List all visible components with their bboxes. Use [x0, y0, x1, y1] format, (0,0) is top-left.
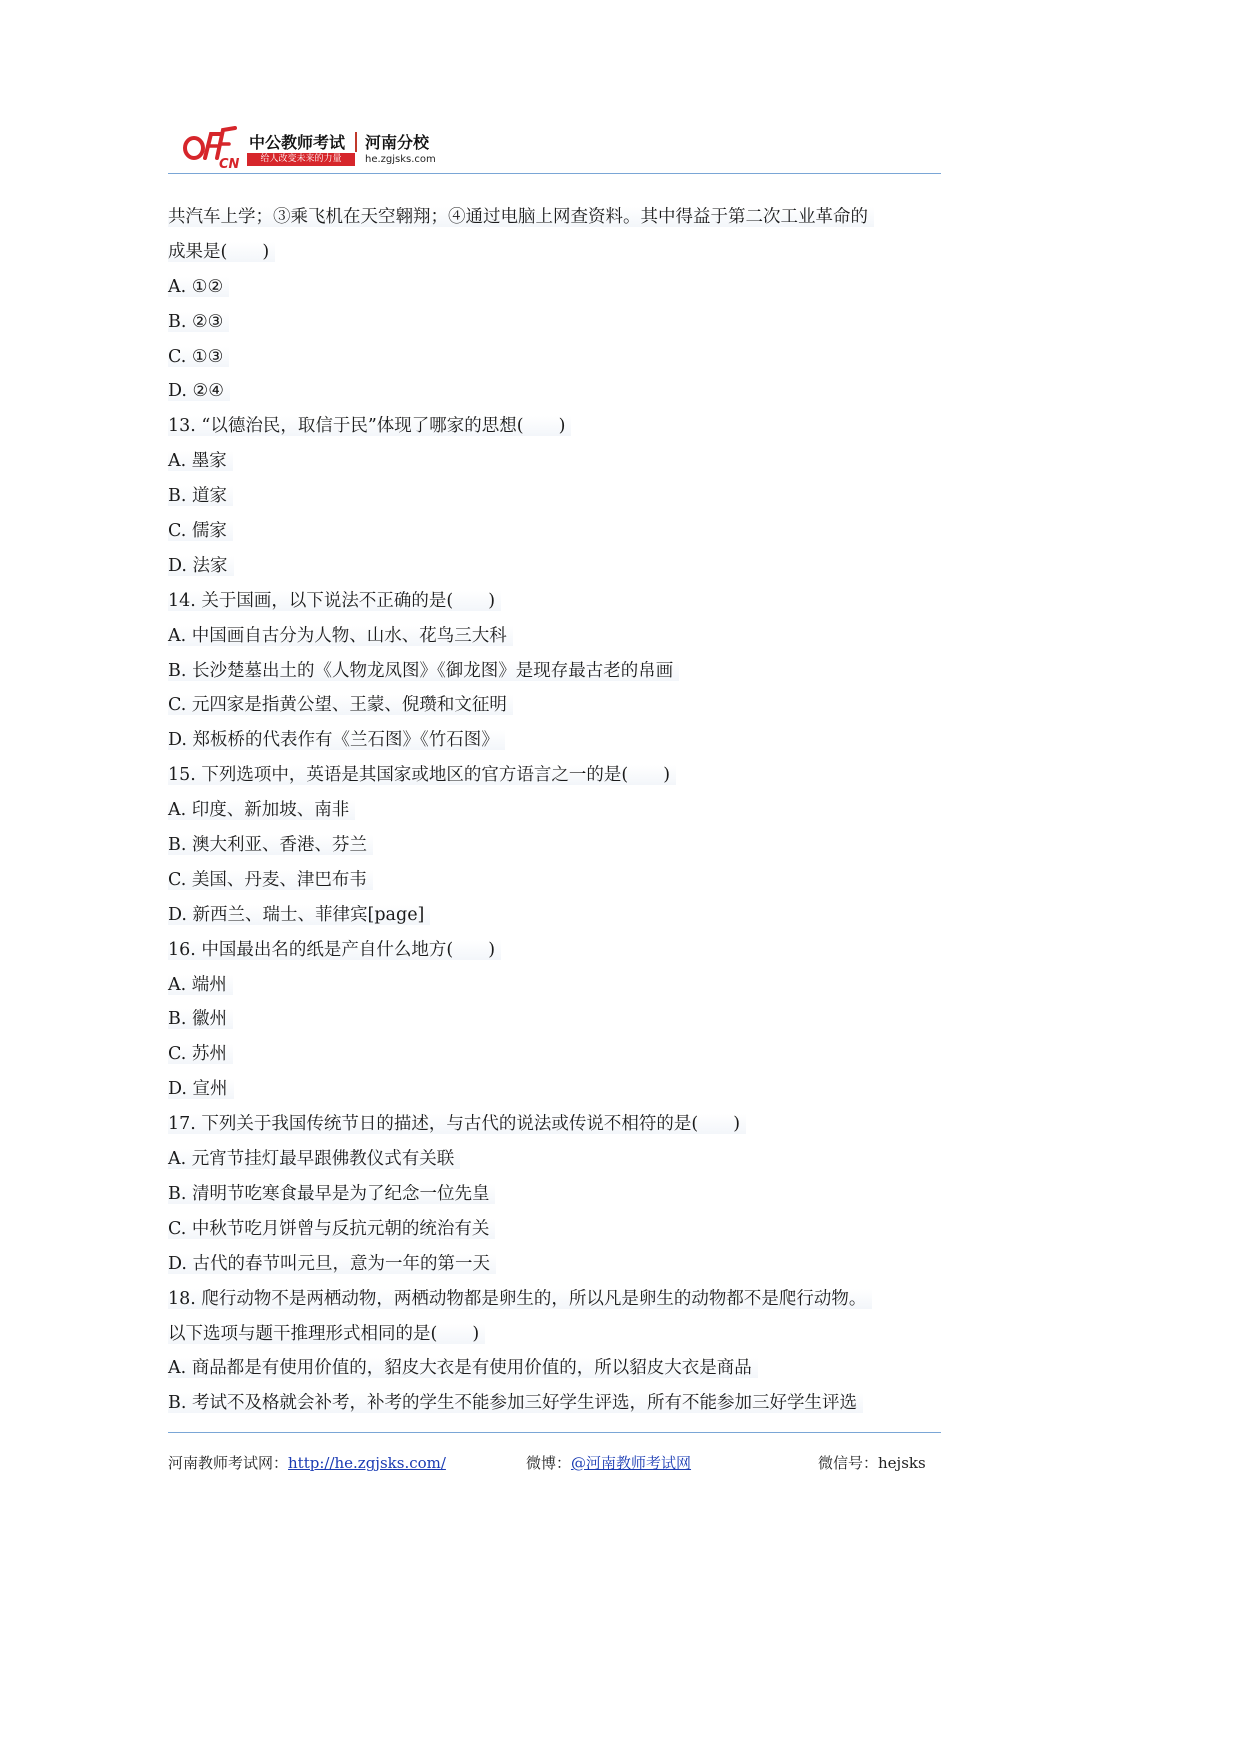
footer-wechat-label: 微信号： [818, 1454, 879, 1472]
content-line-text: 13. “以德治民，取信于民”体现了哪家的思想( ) [168, 416, 571, 436]
content-line [168, 270, 948, 305]
content-line [168, 654, 948, 689]
content-line-text: B. 澳大利亚、香港、芬兰 [168, 835, 373, 855]
page-header [181, 120, 941, 174]
content-line-text: D. 法家 [168, 556, 234, 576]
content-line-text: 16. 中国最出名的纸是产自什么地方( ) [168, 940, 501, 960]
content-line [168, 584, 948, 619]
content-line [168, 688, 948, 723]
footer-site [168, 1452, 446, 1473]
content-line [168, 549, 948, 584]
content-line [168, 340, 948, 375]
content-line [168, 1351, 948, 1386]
offcn-logo [181, 122, 461, 170]
content-line [168, 863, 948, 898]
content-line-text: D. 古代的春节叫元旦，意为一年的第一天 [168, 1254, 496, 1274]
brand-domain: he.zgjsks.com [365, 154, 436, 165]
content-line-text: D. ②④ [168, 381, 230, 401]
content-line-text: C. 中秋节吃月饼曾与反抗元朝的统治有关 [168, 1219, 495, 1239]
content-line [168, 933, 948, 968]
content-line-text: 共汽车上学；③乘飞机在天空翱翔；④通过电脑上网查资料。其中得益于第二次工业革命的 [168, 207, 874, 227]
content-line-text: A. 元宵节挂灯最早跟佛教仪式有关联 [168, 1149, 460, 1169]
content-line [168, 1037, 948, 1072]
content-line [168, 409, 948, 444]
content-line-text: C. 苏州 [168, 1044, 233, 1064]
content-line-text: B. 长沙楚墓出土的《人物龙凤图》《御龙图》是现存最古老的帛画 [168, 661, 679, 681]
content-line [168, 1212, 948, 1247]
content-line-text: A. 商品都是有使用价值的，貂皮大衣是有使用价值的，所以貂皮大衣是商品 [168, 1358, 758, 1378]
question-content [168, 200, 948, 1421]
content-line-text: D. 新西兰、瑞士、菲律宾[page] [168, 905, 430, 925]
content-line-text: C. 元四家是指黄公望、王蒙、倪瓒和文征明 [168, 695, 513, 715]
content-line [168, 479, 948, 514]
footer-rule [168, 1432, 941, 1433]
content-line-text: A. 墨家 [168, 451, 233, 471]
content-line-text: 17. 下列关于我国传统节日的描述，与古代的说法或传说不相符的是( ) [168, 1114, 746, 1134]
content-line-text: 以下选项与题干推理形式相同的是( ) [168, 1324, 485, 1344]
content-line [168, 1247, 948, 1282]
content-line [168, 200, 948, 235]
content-line-text: 18. 爬行动物不是两栖动物，两栖动物都是卵生的，所以凡是卵生的动物都不是爬行动物。 [168, 1289, 872, 1309]
footer-weibo-link[interactable]: @河南教师考试网 [571, 1454, 692, 1472]
content-line [168, 1317, 948, 1352]
content-line-text: B. 考试不及格就会补考，补考的学生不能参加三好学生评选，所有不能参加三好学生评选 [168, 1393, 863, 1413]
brand-divider [355, 132, 357, 152]
content-line-text: A. 端州 [168, 975, 233, 995]
content-line [168, 1142, 948, 1177]
content-line-text: C. 儒家 [168, 521, 233, 541]
svg-text:CN: CN [219, 157, 240, 170]
content-line-text: A. 印度、新加坡、南非 [168, 800, 355, 820]
content-line-text: B. ②③ [168, 312, 229, 332]
content-line [168, 619, 948, 654]
content-line [168, 758, 948, 793]
content-line [168, 1072, 948, 1107]
content-line [168, 1282, 948, 1317]
content-line-text: C. ①③ [168, 347, 229, 367]
brand-branch: 河南分校 [365, 133, 430, 152]
content-line-text: D. 宣州 [168, 1079, 234, 1099]
content-line-text: C. 美国、丹麦、津巴布韦 [168, 870, 373, 890]
content-line [168, 968, 948, 1003]
content-line [168, 793, 948, 828]
content-line [168, 305, 948, 340]
content-line [168, 514, 948, 549]
header-rule [168, 173, 941, 174]
content-line [168, 1386, 948, 1421]
content-line-text: B. 道家 [168, 486, 233, 506]
content-line [168, 1002, 948, 1037]
content-line-text: B. 徽州 [168, 1009, 233, 1029]
content-line-text: 成果是( ) [168, 242, 275, 262]
content-line [168, 1107, 948, 1142]
content-line-text: B. 清明节吃寒食最早是为了纪念一位先皇 [168, 1184, 495, 1204]
brand-name: 中公教师考试 [249, 133, 346, 152]
footer-wechat-id: hejsks [878, 1454, 926, 1472]
footer-site-label: 河南教师考试网： [168, 1454, 289, 1472]
content-line [168, 1177, 948, 1212]
content-line [168, 374, 948, 409]
content-line [168, 828, 948, 863]
content-line-text: D. 郑板桥的代表作有《兰石图》《竹石图》 [168, 730, 505, 750]
content-line-text: A. 中国画自古分为人物、山水、花鸟三大科 [168, 626, 513, 646]
content-line [168, 898, 948, 933]
content-line [168, 444, 948, 479]
footer-site-link[interactable]: http://he.zgjsks.com/ [288, 1454, 446, 1472]
footer-weibo-label: 微博： [526, 1454, 572, 1472]
content-line-text: 14. 关于国画，以下说法不正确的是( ) [168, 591, 501, 611]
content-line [168, 235, 948, 270]
footer-weibo [526, 1452, 691, 1473]
footer-wechat [818, 1452, 926, 1473]
content-line-text: 15. 下列选项中，英语是其国家或地区的官方语言之一的是( ) [168, 765, 676, 785]
content-line [168, 723, 948, 758]
offcn-logo-mark [181, 122, 251, 170]
content-line-text: A. ①② [168, 277, 229, 297]
page-footer [168, 1452, 941, 1478]
brand-tagline: 给人改变未来的力量 [247, 153, 355, 166]
